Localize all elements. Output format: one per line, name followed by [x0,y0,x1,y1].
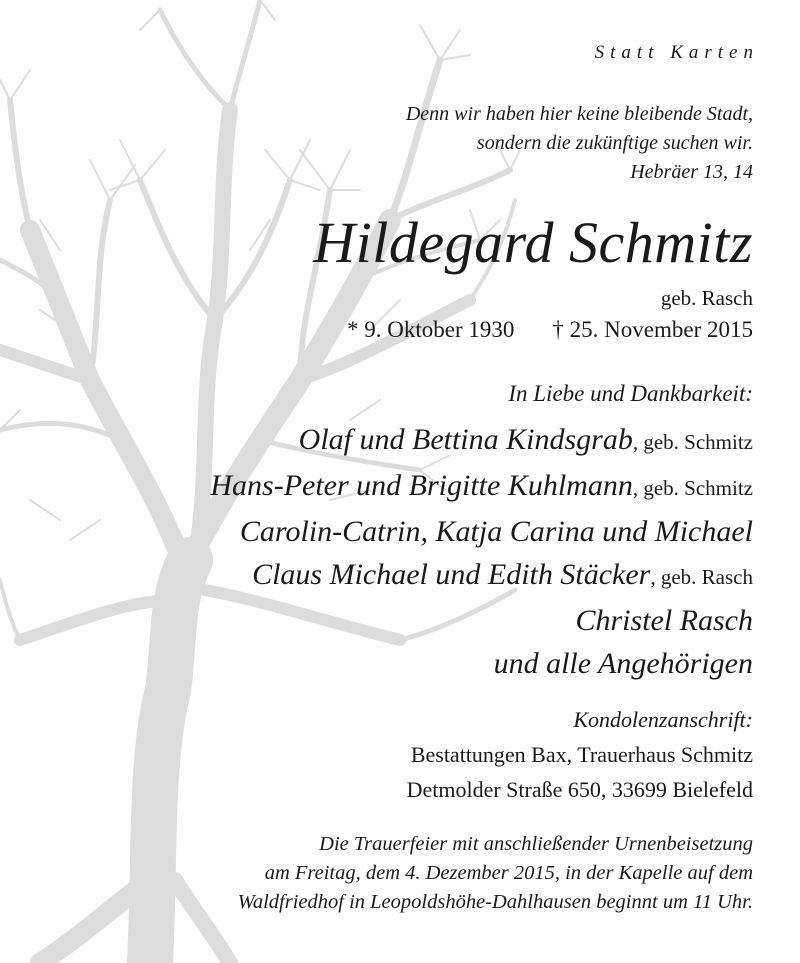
death-date: † 25. November 2015 [552,317,753,342]
mourner-entry [210,642,753,685]
mourner-entry [210,599,753,642]
mourners-intro: In Liebe und Dankbarkeit: [508,381,753,406]
mourner-suffix: , geb. Schmitz [632,430,753,454]
bible-verse [406,100,753,187]
mourner-entry [210,510,753,553]
mourner-names: Christel Rasch [575,604,753,637]
mourner-entry [210,418,753,464]
mourner-names: Carolin-Catrin, Katja Carina und Michael [239,515,753,548]
ceremony-line-3: Waldfriedhof in Leopoldshöhe-Dahlhausen beginnt um 11 Uhr. [237,891,753,913]
mourner-names: Olaf und Bettina Kindsgrab [298,423,633,456]
verse-reference: Hebräer 13, 14 [630,161,753,183]
mourner-entry [210,553,753,599]
mourners-list [210,418,753,685]
mourner-suffix: , geb. Schmitz [632,476,753,500]
mourner-names: Claus Michael und Edith Stäcker [252,558,651,591]
condolence-label: Kondolenzanschrift: [573,707,753,732]
mourner-suffix: , geb. Rasch [650,565,753,589]
life-dates [309,314,753,346]
ceremony-line-2: am Freitag, dem 4. Dezember 2015, in der Kapelle auf dem [264,862,753,884]
condolence-address [407,702,753,807]
mourner-names: und alle Angehörigen [493,647,753,680]
birth-date: * 9. Oktober 1930 [347,317,515,342]
condolence-line-2: Detmolder Straße 650, 33699 Bielefeld [406,777,753,802]
mourner-names: Hans-Peter und Brigitte Kuhlmann [210,469,633,502]
mourner-entry [210,464,753,510]
verse-line-2: sondern die zukünftige suchen wir. [476,132,753,154]
verse-line-1: Denn wir haben hier keine bleibende Stadt, [405,103,753,125]
ceremony-info [238,830,753,917]
maiden-name: geb. Rasch [660,286,753,310]
statt-karten-header: Statt Karten [594,42,759,63]
ceremony-line-1: Die Trauerfeier mit anschließender Urnenbeisetzung [319,833,753,855]
condolence-line-1: Bestattungen Bax, Trauerhaus Schmitz [410,742,753,767]
deceased-name: Hildegard Schmitz [313,210,753,275]
